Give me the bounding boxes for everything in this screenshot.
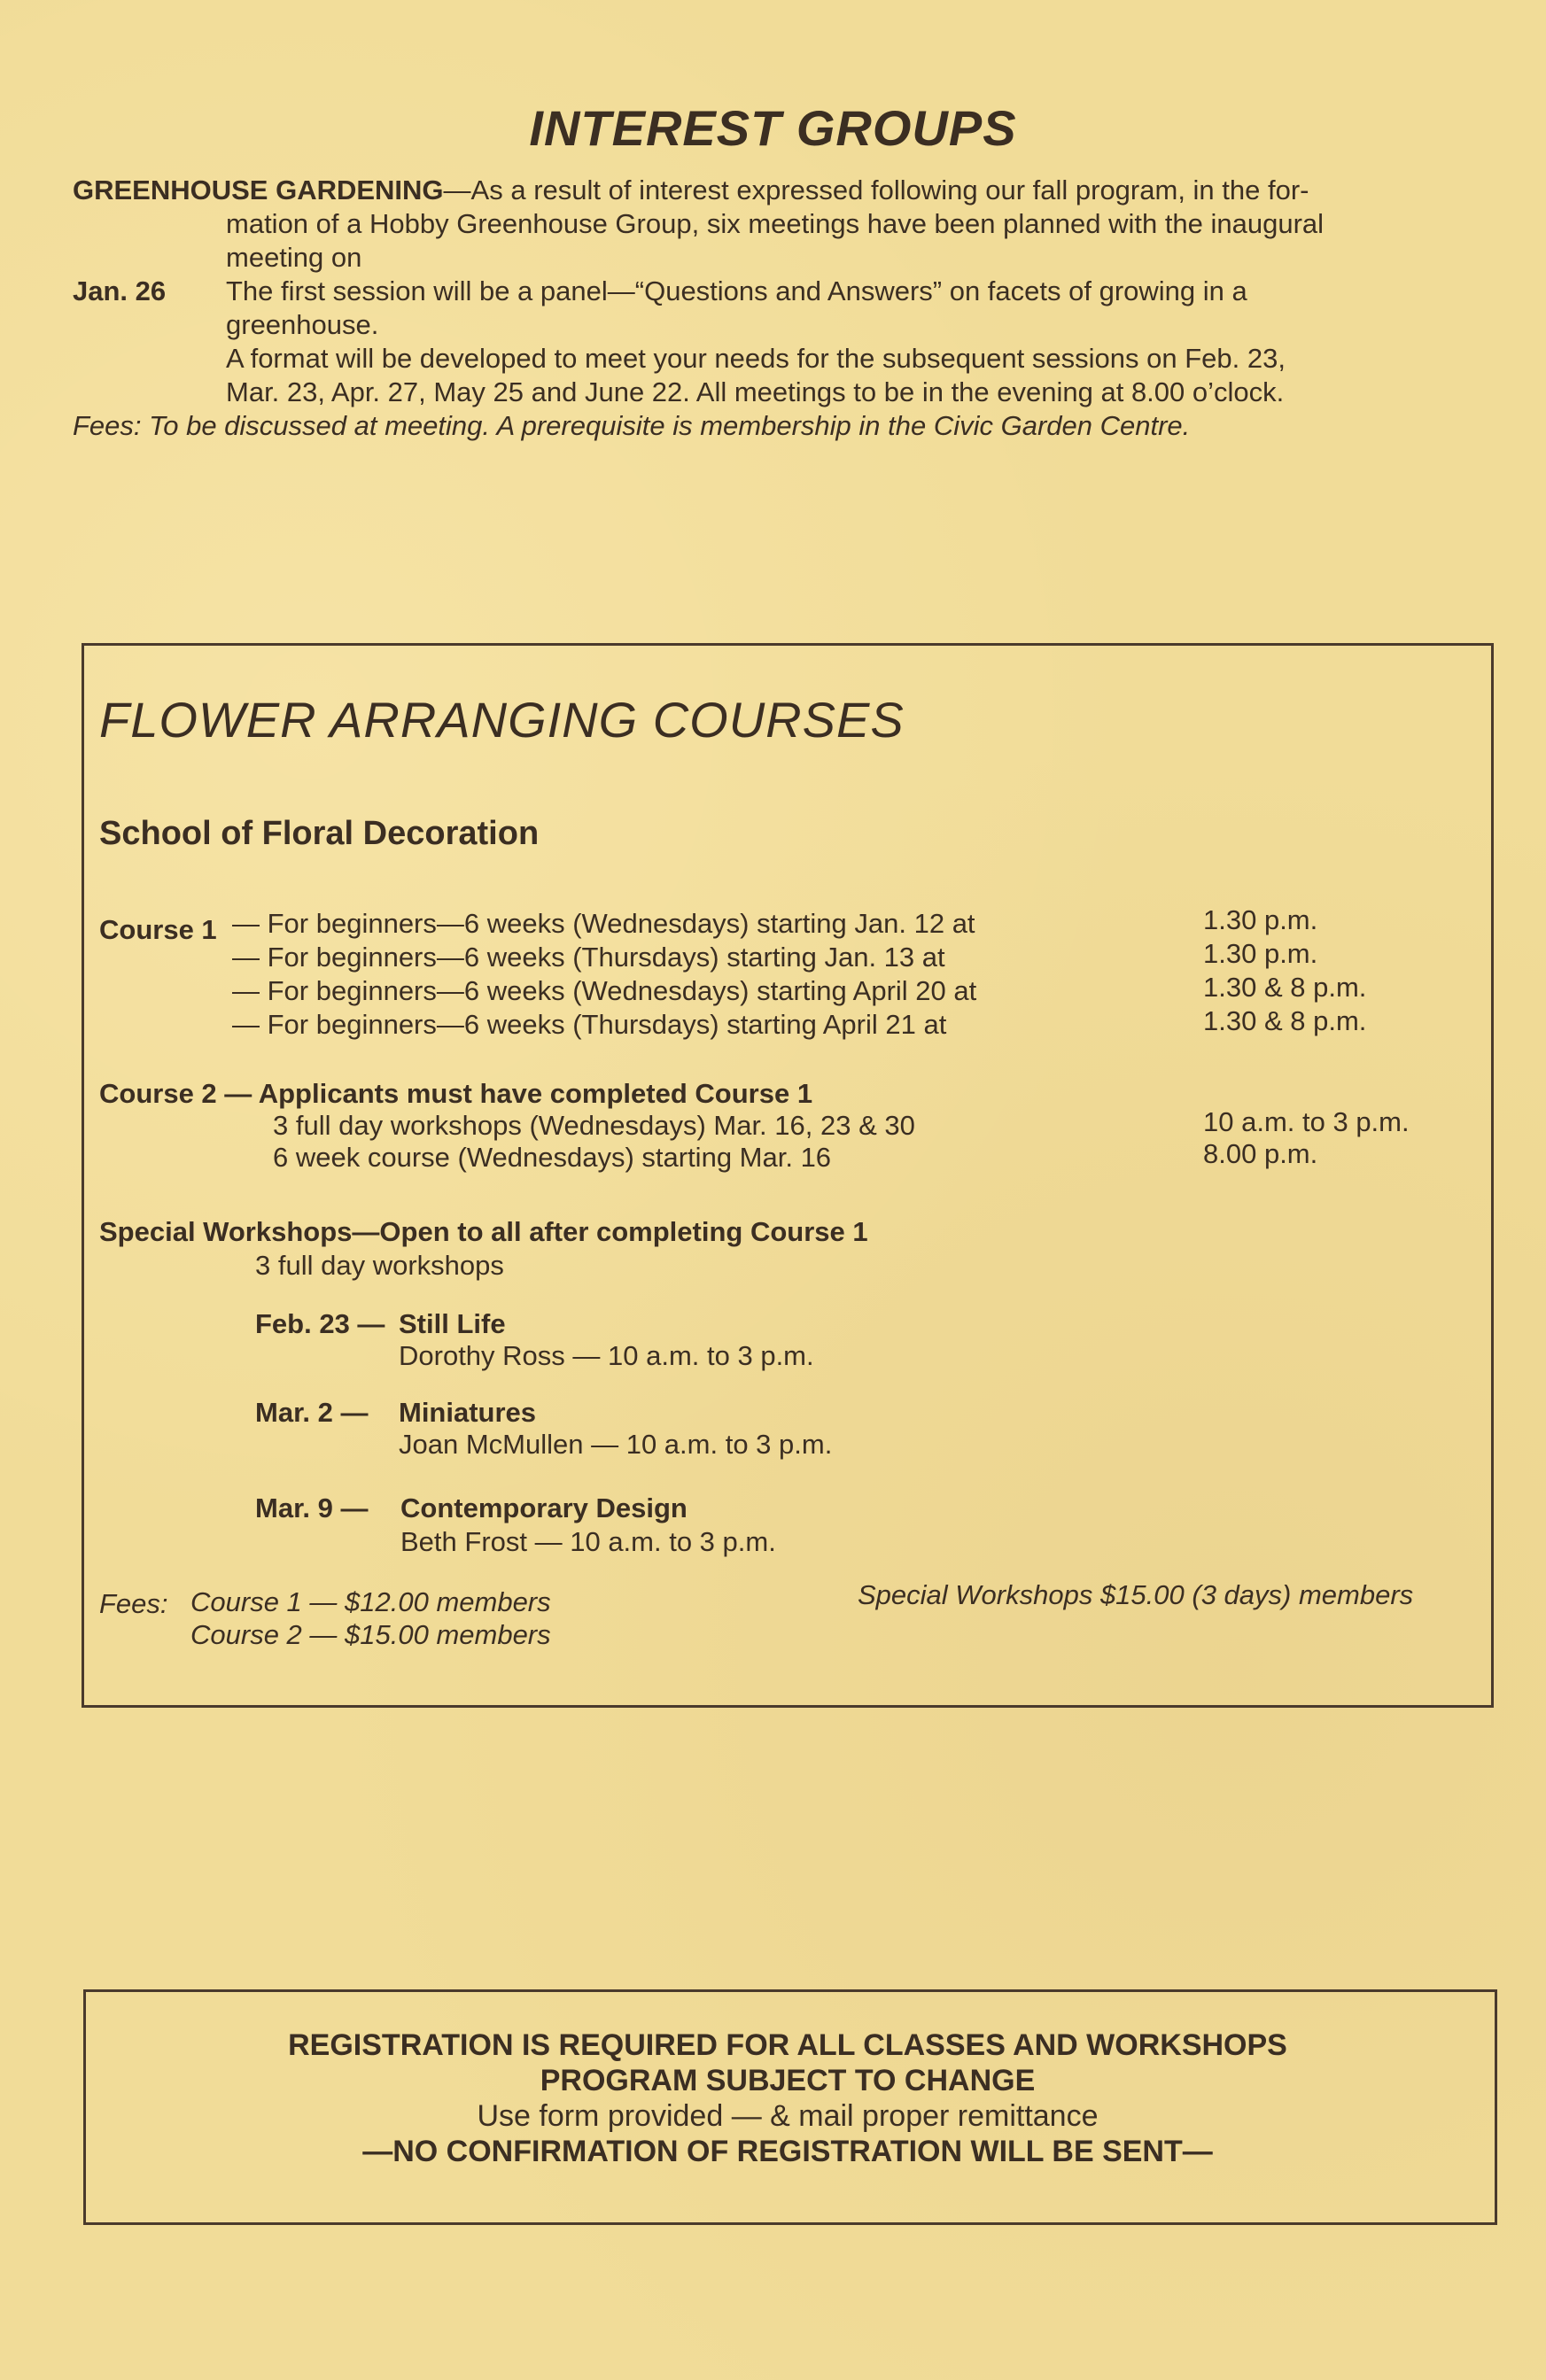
workshop-title: Still Life [399,1308,506,1339]
flower-arranging-box [82,643,1494,1708]
school-heading: School of Floral Decoration [99,815,540,852]
workshop-date: Feb. 23 — [255,1308,385,1339]
registration-instructions: Use form provided — & mail proper remittance [477,2099,1099,2133]
greenhouse-intro-line3: meeting on [226,242,362,273]
greenhouse-format-line2: Mar. 23, Apr. 27, May 25 and June 22. All meetings to be in the evening at 8.00 o’clock. [226,376,1285,407]
greenhouse-fees: Fees: To be discussed at meeting. A prerequisite is membership in the Civic Garden Centre. [73,410,1191,441]
fees-special-workshops: Special Workshops $15.00 (3 days) members [858,1579,1414,1610]
course2-time: 10 a.m. to 3 p.m. [1203,1106,1410,1137]
workshop-detail: Joan McMullen — 10 a.m. to 3 p.m. [399,1429,833,1460]
fees-label: Fees: [99,1588,168,1619]
course1-time: 1.30 p.m. [1203,904,1318,935]
greenhouse-date: Jan. 26 [73,275,167,306]
fees-course1: Course 1 — $12.00 members [190,1586,551,1617]
special-workshops-sub: 3 full day workshops [255,1250,504,1281]
course2-label: Course 2 — Applicants must have completed Course 1 [99,1078,813,1109]
course1-row: — For beginners—6 weeks (Wednesdays) starting Jan. 12 at [232,908,975,939]
flower-arranging-title: FLOWER ARRANGING COURSES [99,692,905,748]
workshop-date: Mar. 2 — [255,1397,369,1428]
course1-time: 1.30 & 8 p.m. [1203,1005,1367,1036]
greenhouse-format-line1: A format will be developed to meet your needs for the subsequent sessions on Feb. 23, [226,343,1286,374]
greenhouse-first-session-line1: The first session will be a panel—“Questions and Answers” on facets of growing in a [226,275,1247,306]
greenhouse-heading: GREENHOUSE GARDENING [73,174,444,205]
special-workshops-label: Special Workshops—Open to all after completing Course 1 [99,1216,868,1247]
workshop-title: Miniatures [399,1397,537,1428]
workshop-date: Mar. 9 — [255,1492,369,1523]
workshop-title: Contemporary Design [400,1492,688,1523]
page-title: INTEREST GROUPS [529,100,1017,156]
greenhouse-intro-line1 [73,174,1309,207]
workshop-detail: Beth Frost — 10 a.m. to 3 p.m. [400,1526,776,1557]
course2-row: 6 week course (Wednesdays) starting Mar. 16 [273,1142,832,1173]
course1-row: — For beginners—6 weeks (Thursdays) starting Jan. 13 at [232,942,945,973]
registration-required: REGISTRATION IS REQUIRED FOR ALL CLASSES AND WORKSHOPS [288,2028,1287,2062]
course1-label: Course 1 [99,914,217,945]
program-subject-to-change: PROGRAM SUBJECT TO CHANGE [540,2064,1036,2097]
no-confirmation-notice: —NO CONFIRMATION OF REGISTRATION WILL BE SENT— [362,2135,1213,2168]
course1-time: 1.30 p.m. [1203,938,1318,969]
greenhouse-intro-rest: —As a result of interest expressed following our fall program, in the for- [443,174,1309,205]
course1-time: 1.30 & 8 p.m. [1203,972,1367,1003]
course1-row: — For beginners—6 weeks (Thursdays) starting April 21 at [232,1009,947,1040]
course2-row: 3 full day workshops (Wednesdays) Mar. 16, 23 & 30 [273,1110,915,1141]
course1-row: — For beginners—6 weeks (Wednesdays) starting April 20 at [232,975,977,1006]
course2-time: 8.00 p.m. [1203,1138,1318,1169]
greenhouse-intro-line2: mation of a Hobby Greenhouse Group, six meetings have been planned with the inaugural [226,208,1325,239]
greenhouse-first-session-line2: greenhouse. [226,309,379,340]
fees-course2: Course 2 — $15.00 members [190,1619,551,1650]
workshop-detail: Dorothy Ross — 10 a.m. to 3 p.m. [399,1340,814,1371]
